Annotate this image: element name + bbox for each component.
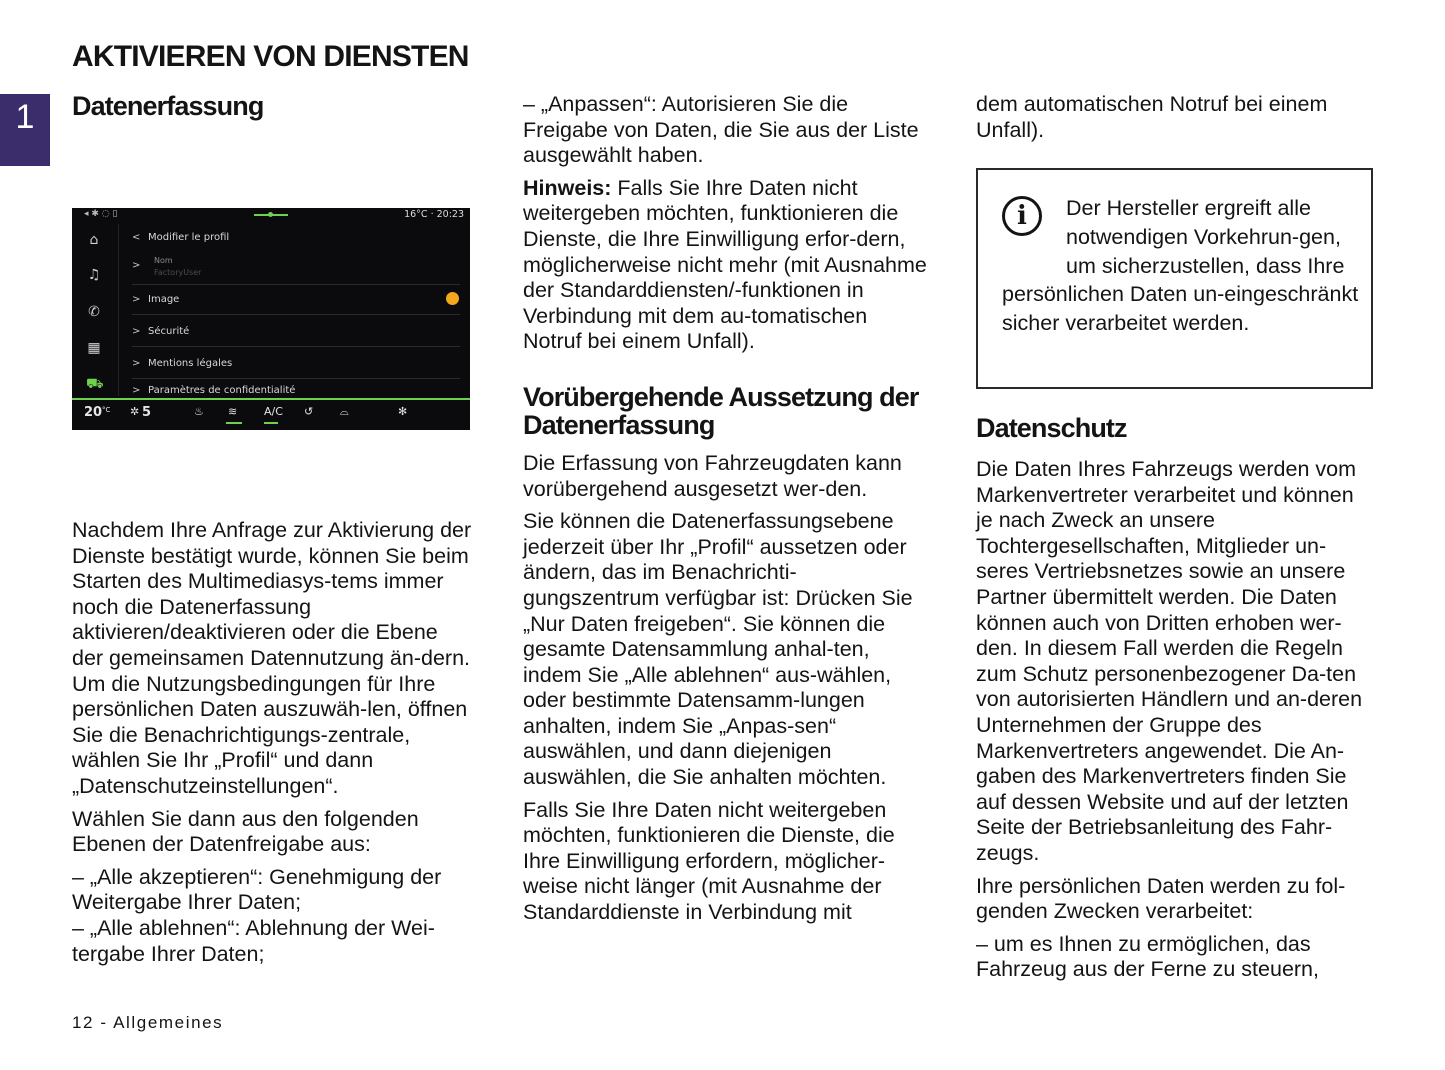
chevron-right-icon: > [132, 326, 141, 337]
fan-icon: ✲ [130, 405, 140, 418]
info-text: Der Hersteller ergreift alle notwendigen Vorkehrun-gen, um sicherzustellen, dass Ihre persönlichen Daten un-eingeschränkt sicher verarbeitet werden. [1002, 196, 1359, 336]
row-divider [132, 284, 460, 285]
status-indicator [254, 214, 288, 216]
chapter-tab: 1 [0, 94, 50, 166]
car-icon: ⛟ [86, 376, 104, 392]
music-icon: ♫ [87, 267, 101, 283]
paragraph: Wählen Sie dann aus den folgenden Ebenen der Datenfreigabe aus: [72, 806, 419, 857]
note-label: Hinweis: [523, 175, 612, 200]
avatar-icon [446, 292, 459, 305]
menu-row-security: > Sécurité [132, 326, 190, 337]
page-footer: 12 - Allgemeines [72, 1013, 224, 1032]
menu-row-image: > Image [132, 294, 180, 305]
status-bar [72, 208, 470, 222]
section-heading-datenerfassung: Datenerfassung [72, 91, 264, 121]
chevron-left-icon: < [132, 232, 141, 243]
settings-icon: ✻ [398, 405, 408, 418]
climate-ac: A/C [264, 405, 283, 418]
recirculation-icon: ↺ [304, 405, 314, 418]
chevron-right-icon: > [132, 294, 141, 305]
paragraph: dem automatischen Notruf bei einem Unfall). [976, 92, 1328, 142]
note-text: Falls Sie Ihre Daten nicht weitergeben möchten, funktionieren die Dienste, die Ihre Einwilligung erfor-dern, möglicherweise nicht mehr (mit Ausnahme der Standarddiensten/-funktionen in Verbindung mit dem au-tomatischen Notruf bei einem Unfall). [523, 175, 927, 354]
chevron-right-icon: > [132, 260, 141, 271]
paragraph: Sie können die Datenerfassungsebene jederzeit über Ihr „Profil“ aussetzen oder ändern, das im Benachrichti-gungszentrum verfügbar ist: Drücken Sie „Nur Daten freigeben“. Sie können die gesamte Datensammlung anhal-ten, indem Sie „Alle ablehnen“ aus-wählen, oder bestimmte Datensamm-lungen anhalten, indem Sie „Anpas-sen“ auswählen, und dann diejenigen auswählen, die Sie anhalten möchten. [523, 509, 913, 790]
column-1-text [72, 518, 472, 967]
section-heading-aussetzung: Vorübergehende Aussetzung der Datenerfassung [523, 381, 919, 440]
column-3 [976, 92, 1376, 150]
chevron-right-icon: > [132, 385, 141, 396]
column-1 [72, 92, 472, 120]
infotainment-screenshot [72, 208, 470, 430]
menu-row-legal: > Mentions légales [132, 358, 233, 369]
chevron-right-icon: > [132, 358, 141, 369]
apps-icon: ▦ [87, 340, 101, 356]
row-divider [132, 314, 460, 315]
info-icon: i [1002, 196, 1042, 236]
status-icons: ◂ ✱ ◌ ▯ [84, 209, 118, 219]
column-2 [523, 92, 928, 933]
row-divider [132, 378, 460, 379]
note-paragraph [523, 176, 928, 355]
home-icon: ⌂ [89, 232, 99, 248]
climate-temp: 20 [84, 405, 103, 420]
section-heading-datenschutz: Datenschutz [976, 413, 1127, 443]
page-title: AKTIVIEREN VON DIENSTEN [72, 40, 469, 73]
ac-indicator [264, 422, 278, 424]
paragraph: Falls Sie Ihre Daten nicht weitergeben möchten, funktionieren die Dienste, die Ihre Einwilligung erfordern, möglicher-weise nicht länger (mit Ausnahme der Standarddienste in Verbindung mit [523, 797, 895, 925]
phone-icon: ✆ [88, 304, 100, 320]
list-item: – um es Ihnen zu ermöglichen, das Fahrzeug aus der Ferne zu steuern, [976, 931, 1319, 982]
paragraph: Nachdem Ihre Anfrage zur Aktivierung der Dienste bestätigt wurde, können Sie beim Starten des Multimediasys-tems immer noch die Datenerfassung aktivieren/deaktivieren oder die Ebene der gemeinsamen Datennutzung än-dern. Um die Nutzungsbedingungen für Ihre persönlichen Daten auszuwäh-len, öffnen Sie die Benachrichtigungs-zentrale, wählen Sie Ihr „Profil“ und dann „Datenschutzeinstellungen“. [72, 518, 472, 798]
list-item: – „Anpassen“: Autorisieren Sie die Freigabe von Daten, die Sie aus der Liste ausgewählt haben. [523, 92, 919, 168]
paragraph: Ihre persönlichen Daten werden zu fol-genden Zwecken verarbeitet: [976, 873, 1346, 924]
climate-temp-unit: °C [102, 406, 111, 414]
info-text-container [1002, 194, 1362, 338]
menu-name-label: Nom [154, 256, 173, 265]
seat-heat-icon: ≋ [228, 405, 238, 418]
paragraph: Die Daten Ihres Fahrzeugs werden vom Markenvertreter verarbeitet und können je nach Zweck an unsere Tochtergesellschaften, Mitglieder un-seres Vertriebsnetzes sowie an unsere Partner übermittelt werden. Die Daten können auch von Dritten erhoben wer-den. In diesem Fall werden die Regeln zum Schutz personenbezogener Da-ten von autorisierten Händlern und an-deren Unternehmen der Gruppe des Markenvertreters angewendet. Die An-gaben des Markenvertreters finden Sie auf dessen Website und auf der letzten Seite der Betriebsanleitung des Fahr-zeugs. [976, 457, 1363, 865]
defrost-icon: ⌓ [340, 405, 349, 418]
status-time: 16°C · 20:23 [404, 209, 464, 220]
paragraph: Die Erfassung von Fahrzeugdaten kann vorübergehend ausgesetzt wer-den. [523, 450, 902, 501]
climate-fan-level: 5 [142, 405, 152, 420]
menu-row-name [132, 260, 148, 271]
info-box [976, 168, 1373, 389]
menu-name-value: FactoryUser [154, 268, 202, 277]
list-item: – „Alle akzeptieren“: Genehmigung der Weitergabe Ihrer Daten; [72, 864, 442, 915]
menu-row-privacy: > Paramètres de confidentialité [132, 385, 296, 396]
column-3-text [976, 414, 1376, 983]
sidebar-divider [118, 224, 119, 396]
list-item: – „Alle ablehnen“: Ablehnung der Wei-tergabe Ihrer Daten; [72, 915, 435, 966]
seat-icon: ♨ [194, 405, 204, 418]
seat-heat-indicator [226, 422, 242, 424]
climate-bar [72, 400, 470, 430]
menu-back-row: < Modifier le profil [132, 232, 230, 243]
row-divider [132, 346, 460, 347]
